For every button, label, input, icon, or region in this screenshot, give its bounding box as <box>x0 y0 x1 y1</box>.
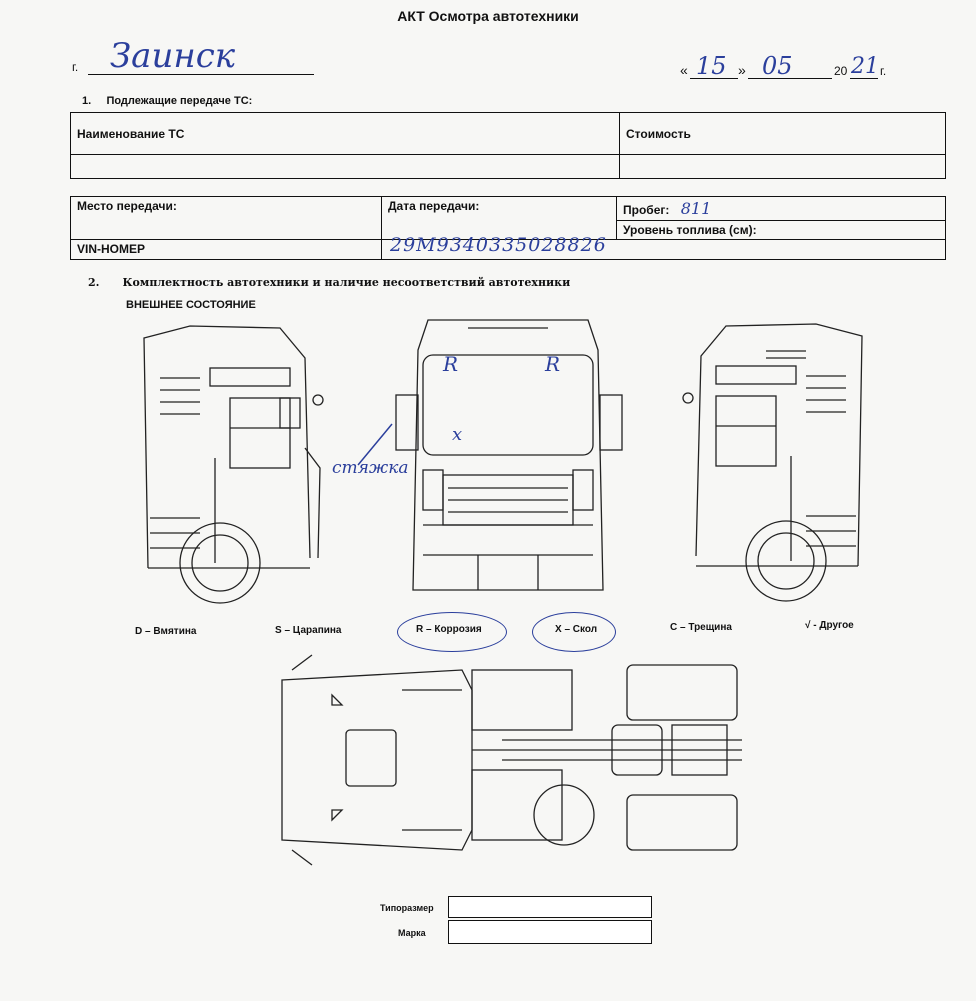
section1-heading: 1. Подлежащие передаче ТС: <box>82 95 253 107</box>
truck-right-side-diagram <box>676 316 876 608</box>
exterior-subheading: ВНЕШНЕЕ СОСТОЯНИЕ <box>126 299 256 311</box>
fuel-level-label: Уровень топлива (см): <box>617 221 946 240</box>
date-open-quote: « <box>680 62 688 78</box>
vin-field[interactable] <box>382 234 946 260</box>
vehicle-name-label: Наименование ТС <box>71 113 620 155</box>
date-close-quote: » <box>738 62 746 78</box>
truck-front-diagram <box>388 310 628 605</box>
legend-corrosion: R – Коррозия <box>416 624 482 635</box>
transfer-date-label: Дата передачи: <box>382 197 617 240</box>
document-title: АКТ Осмотра автотехники <box>397 8 579 24</box>
city-value[interactable]: Заинск <box>110 36 236 76</box>
vehicle-cost-field[interactable] <box>620 155 946 179</box>
vehicle-table <box>70 112 946 179</box>
type-size-field[interactable] <box>448 896 652 918</box>
legend-chip: X – Скол <box>555 624 598 635</box>
chip-mark: x <box>452 424 463 445</box>
brand-field[interactable] <box>448 920 652 944</box>
date-day[interactable]: 15 <box>696 52 727 80</box>
legend-dent: D – Вмятина <box>135 626 197 637</box>
truck-left-side-diagram <box>130 318 330 608</box>
mileage-value[interactable]: 811 <box>680 199 712 218</box>
date-year-end: г. <box>880 64 887 78</box>
legend-scratch: S – Царапина <box>275 625 342 636</box>
truck-top-view-diagram <box>272 650 748 870</box>
vehicle-cost-label: Стоимость <box>620 113 946 155</box>
vin-value[interactable]: 29M9340335028826 <box>390 234 607 256</box>
mileage-cell[interactable] <box>617 197 946 221</box>
date-month[interactable]: 05 <box>762 52 793 80</box>
annotation-note: стяжка <box>332 458 409 478</box>
date-year-prefix: 20 <box>834 64 848 78</box>
transfer-table <box>70 196 946 260</box>
corrosion-mark-left: R <box>443 352 459 376</box>
transfer-place-label: Место передачи: <box>71 197 382 240</box>
mileage-label: Пробег: <box>623 203 670 217</box>
legend-crack: C – Трещина <box>670 622 732 633</box>
legend-other: √ - Другое <box>805 620 854 631</box>
city-prefix: г. <box>72 60 79 74</box>
vehicle-name-field[interactable] <box>71 155 620 179</box>
section2-heading: 2. Комплектность автотехники и наличие несоответствий автотехники <box>88 276 571 289</box>
vin-label: VIN-НОМЕР <box>71 240 382 260</box>
brand-label: Марка <box>398 928 426 938</box>
corrosion-mark-right: R <box>545 352 561 376</box>
type-size-label: Типоразмер <box>380 903 434 913</box>
date-year-suffix[interactable]: 21 <box>851 54 879 79</box>
